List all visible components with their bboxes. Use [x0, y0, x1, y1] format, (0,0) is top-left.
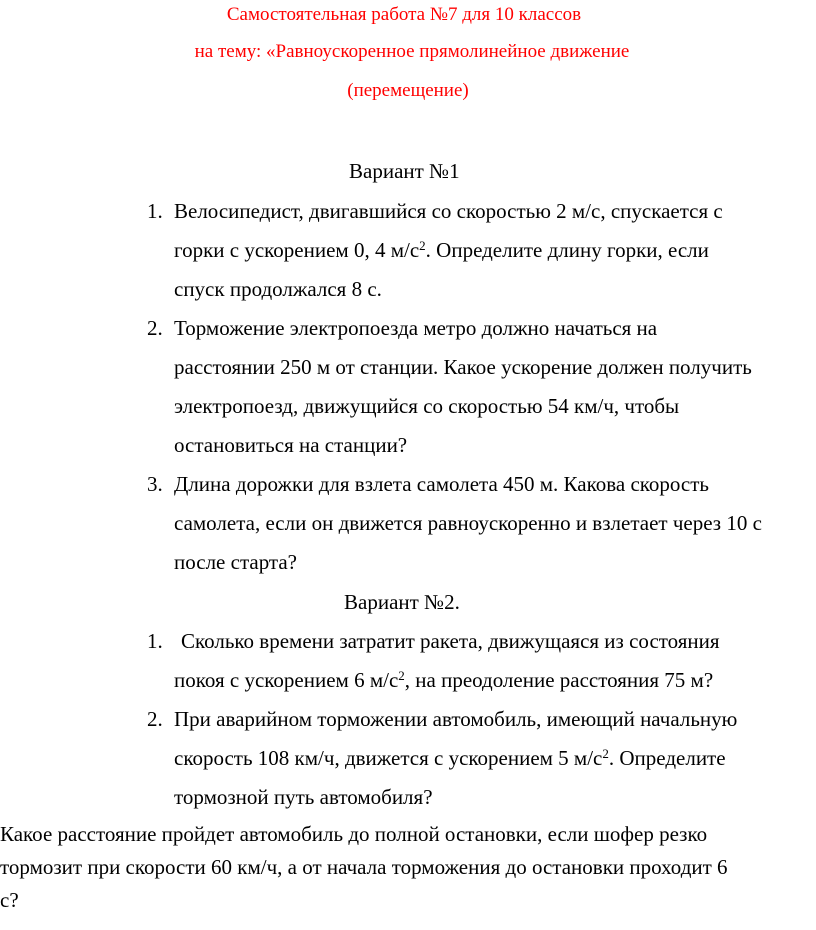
problem-number: 2. [147, 707, 163, 731]
superscript: 2 [398, 668, 405, 683]
variant-1-heading: Вариант №1 [349, 159, 460, 183]
problem-text [174, 622, 720, 700]
extra-problem-line: с? [0, 888, 19, 912]
problem-line: При аварийном торможении автомобиль, имеющий начальную [174, 707, 738, 731]
problem-line-part: скорость 108 км/ч, движется с ускорением 5 м/с [174, 746, 603, 770]
title-line-1: Самостоятельная работа №7 для 10 классов [226, 4, 582, 25]
title-line-3: (перемещение) [347, 80, 469, 101]
problem-text [174, 192, 723, 309]
title-line-2: на тему: «Равноускоренное прямолинейное движение [194, 41, 630, 62]
problem-text [174, 465, 762, 582]
problem-line: Велосипедист, двигавшийся со скоростью 2 м/с, спускается с [174, 199, 723, 223]
problem-line [174, 661, 720, 700]
problem-line: спуск продолжался 8 с. [174, 277, 382, 301]
problem-line-part: покоя с ускорением 6 м/с [174, 668, 399, 692]
problem-line [174, 739, 737, 778]
problem-line-part: , на преодоление расстояния 75 м? [404, 668, 714, 692]
extra-problem-line: тормозит при скорости 60 км/ч, а от начала торможения до остановки проходит 6 [0, 855, 728, 879]
problem-line: после старта? [174, 550, 298, 574]
problem-number: 3. [147, 472, 163, 496]
problem-line: Торможение электропоезда метро должно начаться на [174, 316, 658, 340]
extra-problem [0, 818, 728, 917]
superscript: 2 [419, 238, 426, 253]
problem-number: 1. [147, 199, 163, 223]
problem-text [174, 700, 737, 817]
problem-line: расстоянии 250 м от станции. Какое ускорение должен получить [174, 355, 752, 379]
problem-text [174, 309, 752, 465]
problem-line: электропоезд, движущийся со скоростью 54 км/ч, чтобы [174, 394, 680, 418]
problem-line-part: . Определите длину горки, если [425, 238, 709, 262]
problem-line-part: горки с ускорением 0, 4 м/с [174, 238, 420, 262]
problem-line [174, 231, 723, 270]
problem-number: 2. [147, 316, 163, 340]
problem-number: 1. [147, 629, 163, 653]
variant-2-heading: Вариант №2. [344, 590, 460, 614]
problem-line: Сколько времени затратит ракета, движущаяся из состояния [181, 629, 720, 653]
superscript: 2 [602, 746, 609, 761]
problem-line: тормозной путь автомобиля? [174, 785, 433, 809]
problem-line-part: . Определите [608, 746, 726, 770]
problem-line: самолета, если он движется равноускоренно и взлетает через 10 с [174, 511, 762, 535]
extra-problem-line: Какое расстояние пройдет автомобиль до полной остановки, если шофер резко [0, 822, 708, 846]
problem-line: остановиться на станции? [174, 433, 408, 457]
problem-line: Длина дорожки для взлета самолета 450 м. Какова скорость [174, 472, 710, 496]
